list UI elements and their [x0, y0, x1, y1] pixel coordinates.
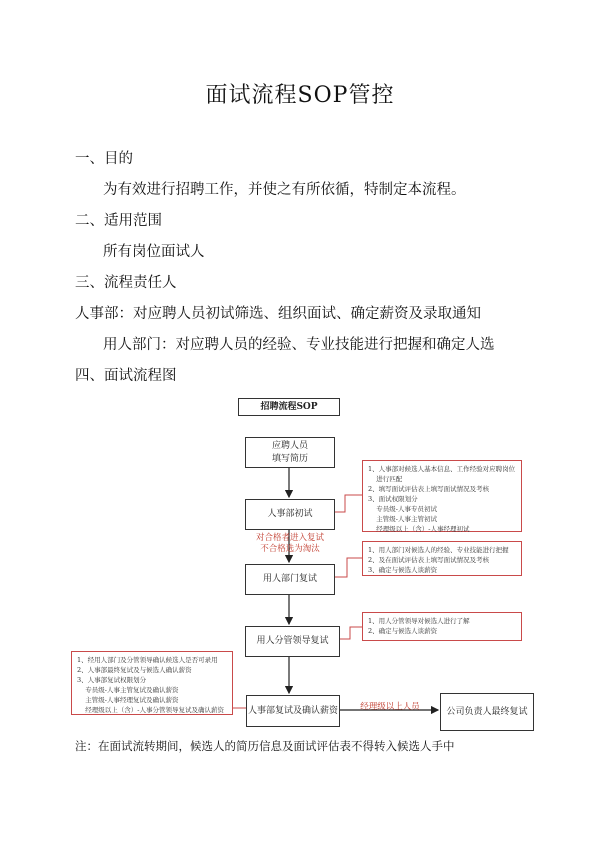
page-title: 面试流程SOP管控: [205, 83, 395, 108]
note-link-1: [333, 495, 362, 512]
section-purpose-body: 为有效进行招聘工作，并使之有所依循，特制定本流程。: [103, 182, 466, 198]
manager-level-label: 经理级以上人员: [360, 702, 420, 712]
step-hr-salary-confirm: 人事部复试及确认薪资: [246, 695, 340, 727]
note-link-3: [338, 627, 362, 639]
note-hr-salary-confirm: 1、经用人部门及分管领导确认候选人是否可录用 2、人事部最终复试及与候选人确认薪资 3、人事部复试权限划分 专员级-人事主管复试及确认薪资 主管级-人事经理复试及确认薪资 经理级以上（含）-人事分管领导复试及确认薪资: [71, 651, 233, 715]
step-ceo-final-interview: 公司负责人最终复试: [440, 693, 534, 731]
note-link-4: [231, 673, 246, 708]
section-owner-hr: 人事部：对应聘人员初试筛选、组织面试、确定薪资及录取通知: [75, 306, 481, 322]
note-hr-first-interview: 1、人事部对候选人基本信息、工作经验对应聘岗位 进行匹配 2、填写面试评估表上填写面试情况及考核 3、面试权限划分 专员级-人事专员初试 主管级-人事主管初试 经理级以上（含）-人事经理初试: [362, 460, 522, 532]
section-purpose-heading: 一、目的: [75, 151, 133, 167]
note-leader-interview: 1、用人分管领导对候选人进行了解 2、确定与候选人谈薪资: [362, 612, 522, 641]
section-owner-dept: 用人部门：对应聘人员的经验、专业技能进行把握和确定人选: [103, 337, 495, 353]
step-hr-first-interview: 人事部初试: [245, 499, 335, 530]
step-dept-second-interview: 用人部门复试: [245, 564, 335, 595]
note-dept-interview: 1、用人部门对候选人的经验、专业技能进行把握 2、及在面试评估表上填写面试情况及考核 3、确定与候选人谈薪资: [362, 541, 522, 576]
section-scope-heading: 二、适用范围: [75, 213, 162, 229]
step-applicant-resume: 应聘人员 填写简历: [245, 437, 335, 468]
flowchart-header: 招聘流程SOP: [238, 398, 340, 416]
section-owner-heading: 三、流程责任人: [75, 275, 177, 291]
step-leader-interview: 用人分管领导复试: [245, 626, 340, 657]
note-link-2: [333, 558, 362, 577]
pass-fail-label: 对合格者进入复试 不合格选为淘汰: [255, 533, 324, 555]
section-scope-body: 所有岗位面试人: [103, 244, 205, 260]
footnote: 注：在面试流转期间，候选人的简历信息及面试评估表不得转入候选人手中: [75, 739, 455, 753]
section-flowchart-heading: 四、面试流程图: [75, 368, 177, 384]
